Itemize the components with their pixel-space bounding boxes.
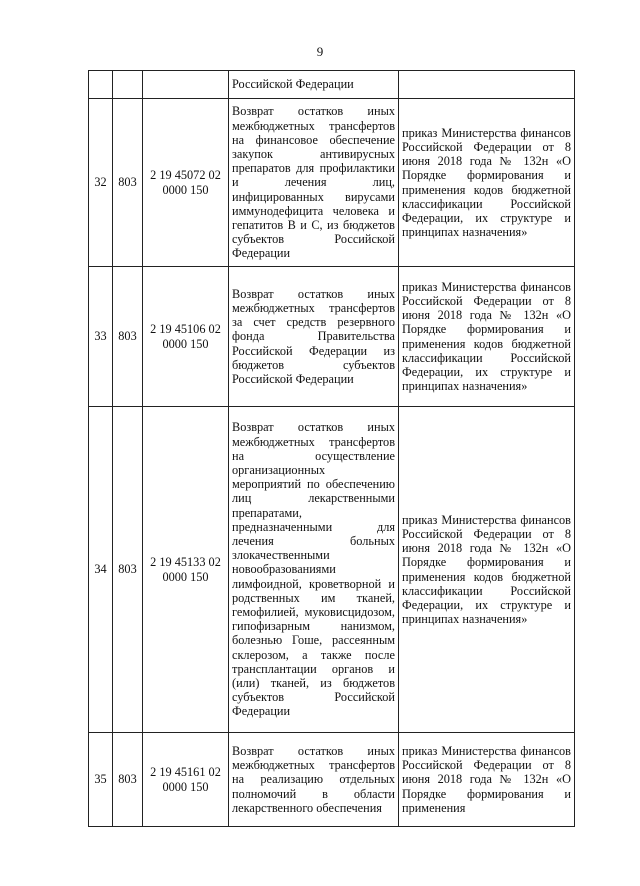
revenue-name: Возврат остатков иных межбюджетных трансфертов на финансовое обеспечение закупок антивирусных препаратов для профилактики и лечения лиц, инфицированных вирусами иммунодефицита человека и гепатитов В и С, из бюджетов субъектов Российской Федерации <box>229 99 399 267</box>
revenue-name: Возврат остатков иных межбюджетных трансфертов на реализацию отдельных полномочий в области лекарственного обеспечения <box>229 733 399 827</box>
revenue-name: Российской Федерации <box>229 71 399 99</box>
table-row <box>89 71 575 99</box>
budget-code: 2 19 45133 02 0000 150 <box>143 407 229 733</box>
legal-basis: приказ Министерства финансов Российской Федерации от 8 июня 2018 года № 132н «О Порядке формирования и применения <box>399 733 575 827</box>
table-row <box>89 99 575 267</box>
budget-code: 2 19 45106 02 0000 150 <box>143 267 229 407</box>
row-number <box>89 71 113 99</box>
legal-basis: приказ Министерства финансов Российской Федерации от 8 июня 2018 года № 132н «О Порядке формирования и применения кодов бюджетной классификации Российской Федерации, их структуре и принципах назначения» <box>399 267 575 407</box>
legal-basis: приказ Министерства финансов Российской Федерации от 8 июня 2018 года № 132н «О Порядке формирования и применения кодов бюджетной классификации Российской Федерации, их структуре и принципах назначения» <box>399 407 575 733</box>
legal-basis: приказ Министерства финансов Российской Федерации от 8 июня 2018 года № 132н «О Порядке формирования и применения кодов бюджетной классификации Российской Федерации, их структуре и принципах назначения» <box>399 99 575 267</box>
admin-code: 803 <box>113 733 143 827</box>
budget-codes-table <box>88 70 575 827</box>
row-number: 33 <box>89 267 113 407</box>
admin-code: 803 <box>113 267 143 407</box>
revenue-name: Возврат остатков иных межбюджетных трансфертов на осуществление организационных мероприятий по обеспечению лиц лекарственными препаратами, предназначенными для лечения больных злокачественными новообразованиями лимфоидной, кроветворной и родственных им тканей, гемофилией, муковисцидозом, гипофизарным нанизмом, болезнью Гоше, рассеянным склерозом, а также после трансплантации органов и (или) тканей, из бюджетов субъектов Российской Федерации <box>229 407 399 733</box>
admin-code: 803 <box>113 99 143 267</box>
table-row <box>89 407 575 733</box>
row-number: 34 <box>89 407 113 733</box>
table-row <box>89 733 575 827</box>
table-row <box>89 267 575 407</box>
page-number: 9 <box>316 44 324 59</box>
row-number: 35 <box>89 733 113 827</box>
admin-code <box>113 71 143 99</box>
budget-code: 2 19 45072 02 0000 150 <box>143 99 229 267</box>
revenue-name: Возврат остатков иных межбюджетных трансфертов за счет средств резервного фонда Правительства Российской Федерации из бюджетов субъектов Российской Федерации <box>229 267 399 407</box>
legal-basis <box>399 71 575 99</box>
budget-code: 2 19 45161 02 0000 150 <box>143 733 229 827</box>
budget-code <box>143 71 229 99</box>
admin-code: 803 <box>113 407 143 733</box>
row-number: 32 <box>89 99 113 267</box>
